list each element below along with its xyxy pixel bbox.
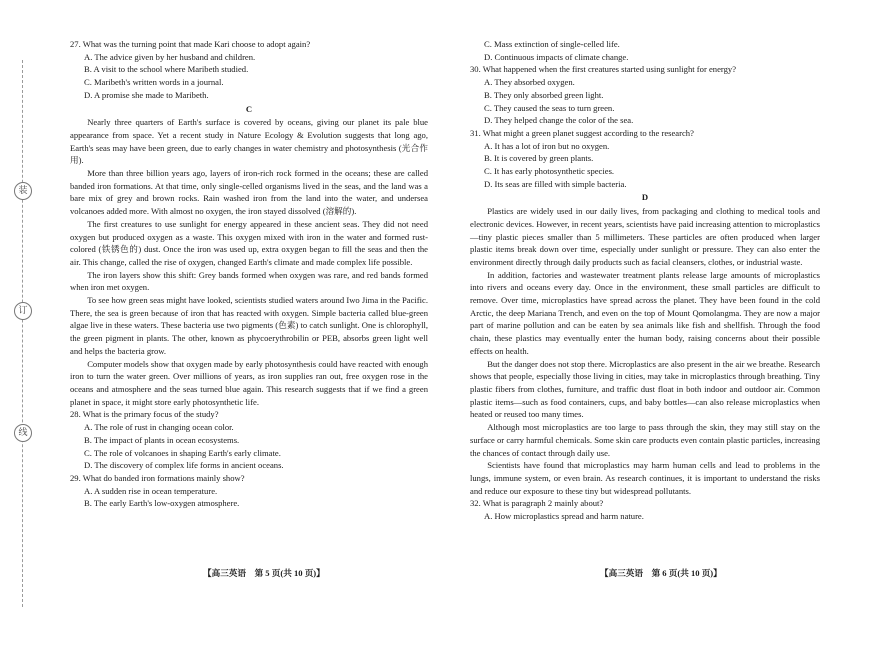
option-d: D. Its seas are filled with simple bacteria. — [484, 178, 627, 189]
binding-margin — [0, 0, 40, 667]
page-footer-right: 【高三英语 第 6 页(共 10 页)】 — [600, 568, 722, 578]
question-30 — [470, 63, 820, 127]
section-label: D — [641, 192, 649, 203]
question-29-continued — [470, 38, 820, 63]
option-c: C. Mass extinction of single-celled life. — [484, 39, 620, 49]
margin-mark-zhuang: 装 — [14, 182, 32, 200]
question-29 — [70, 472, 428, 510]
paragraph: In addition, factories and wastewater treatment plants release large amounts of microplastics into rivers and oceans every day. Once in the environment, these small particles are difficult to remove. Over time, microplastics have spread across the planet. They have been found in the cold Arctic, the deep Mariana Trench, and even on the top of Mount Qomolangma. They are now a major part of marine pollution and can be eaten by sea animals like fish and shellfish. Through the food chain, these plastics may eventually enter the human body, raising concerns about their possible effects on health. — [470, 269, 820, 356]
question-stem: 31. What might a green planet suggest according to the research? — [470, 127, 694, 138]
paragraph: Nearly three quarters of Earth's surface is covered by oceans, giving our planet its pale blue appearance from space. Yet a recent study in Nature Ecology & Evolution suggests that long ago, Earth's seas may have been green, due to early changes in water chemistry and photosynthesis (光合作用). — [70, 117, 428, 166]
option-b: B. The early Earth's low-oxygen atmosphere. — [84, 498, 240, 509]
paragraph: The first creatures to use sunlight for energy appeared in these ancient seas. They did not need oxygen but produced oxygen as a waste. This oxygen mixed with iron in the water and formed rust-colored (铁锈色的) dust. Once the iron was used up, extra oxygen began to fill the seas and then the air. This change, called the rise of oxygen, changed Earth's climate and made complex life possible. — [70, 218, 428, 267]
option-b: B. The impact of plants in ocean ecosystems. — [84, 434, 240, 445]
option-d: D. The discovery of complex life forms in ancient oceans. — [84, 460, 284, 471]
paragraph: But the danger does not stop there. Microplastics are also present in the air we breathe. Research shows that people, especially those living in cities, may take in microplastics through breathing. Tiny plastic fibers from clothes, furniture, and traffic dust float in both indoor and outdoor air. Common plastic items—such as food containers, cups, and baby bottles—can also release microplastics when heated or reused too many times. — [470, 358, 820, 420]
page-footer-left: 【高三英语 第 5 页(共 10 页)】 — [203, 568, 325, 578]
question-31 — [470, 127, 820, 191]
binding-line — [22, 60, 23, 607]
section-label: C — [245, 103, 253, 114]
option-c: C. Maribeth's written words in a journal. — [84, 77, 224, 88]
question-27 — [70, 38, 428, 102]
right-page-column — [470, 38, 820, 523]
paragraph: Although most microplastics are too large to pass through the skin, they may still stay on the surface or carry harmful chemicals. Some skin care products even contain plastic particles, increasing the chances of contact through daily use. — [470, 422, 820, 458]
paragraph: Plastics are widely used in our daily lives, from packaging and clothing to medical tools and electronic devices. However, in recent years, scientists have paid increasing attention to microplastics—tiny plastic pieces smaller than 5 millimeters. These particles are often produced when larger plastic items break down over time, especially under sunlight or pressure. They can also enter the environment directly through daily products such as facial cleansers, clothes, or industrial waste. — [470, 206, 820, 267]
question-stem: 30. What happened when the first creatures started using sunlight for energy? — [470, 64, 737, 75]
paragraph: To see how green seas might have looked, scientists studied waters around Iwo Jima in the Pacific. There, the sea is green because of iron that has reacted with oxygen. Simple bacteria called blue-green algae live in these waters. These bacteria use two pigments (色素) to catch sunlight. One is chlorophyll, the green pigment in plants. The other, known as phycoerythrobilin or PEB, absorbs green light well and helps the bacteria grow. — [70, 295, 428, 356]
passage-d — [470, 191, 820, 497]
option-d: D. Continuous impacts of climate change. — [484, 51, 629, 62]
paragraph: The iron layers show this shift: Grey bands formed when oxygen was rare, and red bands formed when iron met oxygen. — [70, 269, 428, 293]
margin-mark-xian: 线 — [14, 424, 32, 442]
question-stem: 28. What is the primary focus of the study? — [70, 409, 219, 420]
question-stem: 29. What do banded iron formations mainly show? — [70, 472, 245, 483]
margin-mark-ding: 订 — [14, 302, 32, 320]
option-c: C. They caused the seas to turn green. — [484, 102, 615, 113]
option-b: B. It is covered by green plants. — [484, 153, 594, 164]
paragraph: Scientists have found that microplastics may harm human cells and lead to problems in the lungs, immune system, or even brain. As research continues, it is important to understand the risks and reduce our exposure to these tiny but widespread pollutants. — [470, 460, 820, 496]
option-a: A. The role of rust in changing ocean color. — [84, 422, 234, 433]
option-b: B. A visit to the school where Maribeth studied. — [84, 64, 249, 75]
option-b: B. They only absorbed green light. — [484, 89, 604, 100]
question-stem: 27. What was the turning point that made Kari choose to adopt again? — [70, 39, 311, 49]
question-stem: 32. What is paragraph 2 mainly about? — [470, 498, 604, 509]
option-a: A. The advice given by her husband and children. — [84, 51, 256, 62]
option-c: C. It has early photosynthetic species. — [484, 166, 615, 177]
question-32 — [470, 497, 820, 522]
option-d: D. They helped change the color of the sea. — [484, 115, 634, 126]
option-c: C. The role of volcanoes in shaping Earth's early climate. — [84, 447, 281, 458]
paragraph: More than three billion years ago, layers of iron-rich rock formed in the oceans; these are called banded iron formations. At that time, only single-celled organisms lived in the seas, and the land was a bare mix of grey and brown rocks. Rain washed iron from the land into the water, and undersea volcanoes added more. With almost no oxygen, the iron stayed dissolved (溶解的). — [70, 168, 428, 217]
passage-c — [70, 103, 428, 409]
option-a: A. How microplastics spread and harm nature. — [484, 511, 644, 522]
option-a: A. It has a lot of iron but no oxygen. — [484, 140, 610, 151]
option-d: D. A promise she made to Maribeth. — [84, 89, 209, 100]
option-a: A. They absorbed oxygen. — [484, 77, 575, 88]
left-page-column — [70, 38, 428, 510]
option-a: A. A sudden rise in ocean temperature. — [84, 485, 218, 496]
question-28 — [70, 408, 428, 472]
paragraph: Computer models show that oxygen made by early photosynthesis could have reacted with enough iron to turn the water green. Over millions of years, as iron supplies ran out, free oxygen rose in the oceans and atmosphere and the seas turned blue again. This research suggests that if we find a green planet in space, it might store early photosynthetic life. — [70, 358, 428, 407]
